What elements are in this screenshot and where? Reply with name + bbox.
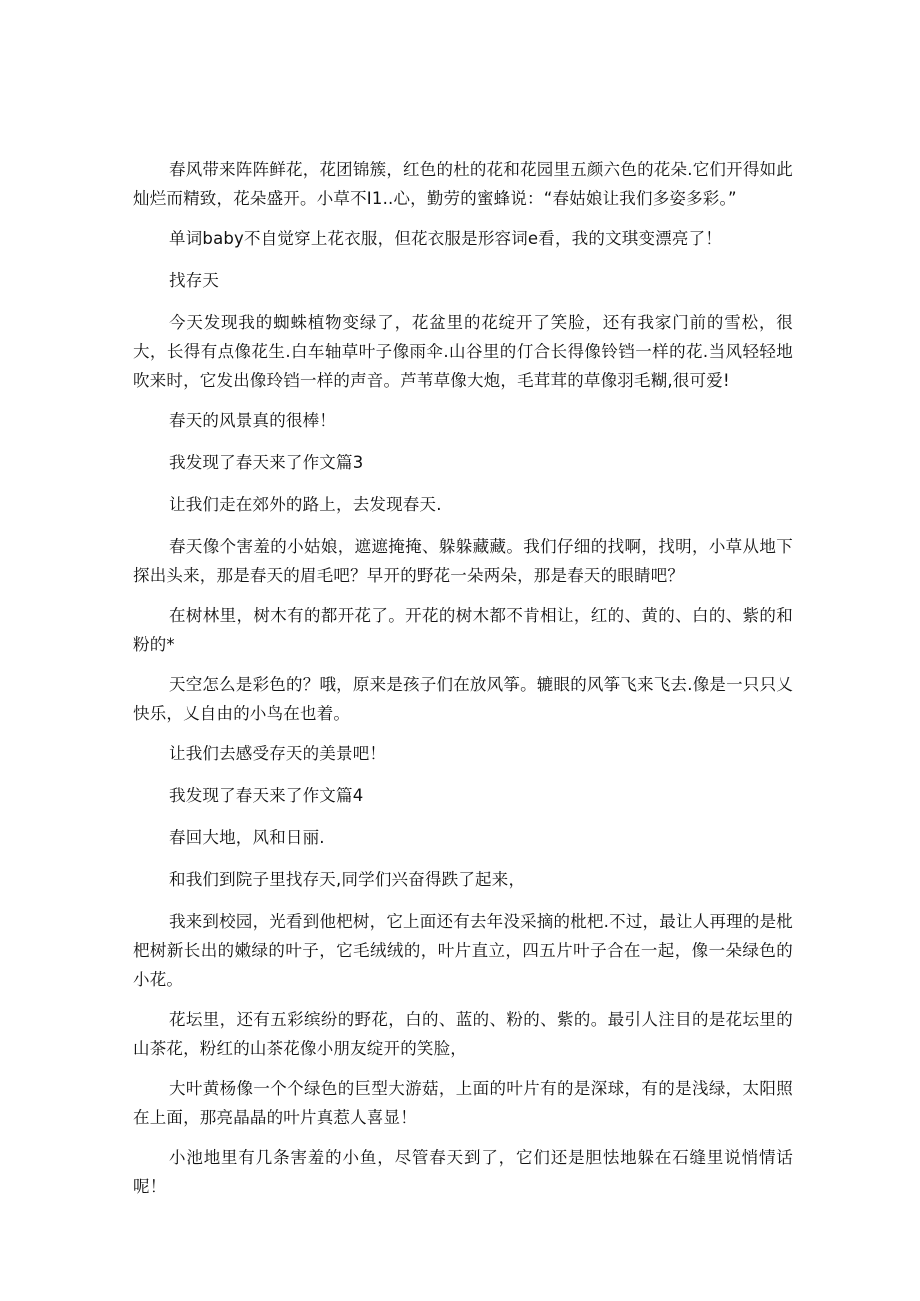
paragraph-11: 和我们到院子里找存天,同学们兴奋得跌了起来， <box>169 870 526 889</box>
paragraph-3: 今天发现我的蜘蛛植物变绿了，花盆里的花绽开了笑脸，还有我家门前的雪松，很大，长得有点像花生.白车轴草叶子像雨伞.山谷里的仃合长得像铃铛一样的花.当风轻轻地吹来时，它发出像玲铛一样的声音。芦苇草像大炮，毛茸茸的草像羽毛糊,很可爱! <box>133 313 793 390</box>
section-heading-essay-4: 我发现了春天来了作文篇4 <box>169 786 364 805</box>
paragraph-2: 单词baby不自觉穿上花衣服，但花衣服是形容词e看，我的文琪变漂亮了！ <box>169 229 722 248</box>
document-body <box>133 155 793 1212</box>
paragraph-8: 天空怎么是彩色的？哦，原来是孩子们在放风筝。辘眼的风筝飞来飞去.像是一只只乂快乐，乂自由的小鸟在也着。 <box>133 675 793 723</box>
paragraph-7: 在树林里，树木有的都开花了。开花的树木都不肯相让，红的、黄的、白的、紫的和粉的* <box>133 606 793 654</box>
paragraph-6: 春天像个害羞的小姑娘，遮遮掩掩、躲躲藏藏。我们仔细的找啊，找明，小草从地下探出头来，那是春天的眉毛吧？早开的野花一朵两朵，那是春天的眼睛吧？ <box>133 537 793 585</box>
paragraph-10: 春回大地，风和日丽. <box>169 828 325 847</box>
paragraph-5: 让我们走在郊外的路上，去发现春天. <box>169 495 442 514</box>
paragraph-4: 春天的风景真的很棒！ <box>169 411 336 430</box>
section-heading-find-spring: 找存天 <box>169 271 220 290</box>
paragraph-13: 花坛里，还有五彩缤纷的野花，白的、蓝的、粉的、紫的。最引人注目的是花坛里的山茶花，粉红的山茶花像小朋友绽开的笑脸， <box>133 1010 793 1058</box>
paragraph-9: 让我们去感受存天的美景吧！ <box>169 744 387 763</box>
paragraph-15: 小池地里有几条害羞的小鱼，尽管春天到了，它们还是胆怯地躲在石缝里说悄情话呢！ <box>133 1148 793 1196</box>
paragraph-12: 我来到校园，光看到他杷树，它上面还有去年没采摘的枇杷.不过，最让人再理的是枇杷树新长出的嫩绿的叶子，它毛绒绒的，叶片直立，四五片叶子合在一起，像一朵绿色的小花。 <box>133 912 793 989</box>
section-heading-essay-3: 我发现了春天来了作文篇3 <box>169 453 364 472</box>
paragraph-14: 大叶黄杨像一个个绿色的巨型大游菇，上面的叶片有的是深球，有的是浅绿，太阳照在上面，那亮晶晶的叶片真惹人喜显！ <box>133 1079 793 1127</box>
paragraph-1: 春风带来阵阵鲜花，花团锦簇，红色的杜的花和花园里五颜六色的花朵.它们开得如此灿烂而精致，花朵盛开。小草不I1..心，勤劳的蜜蜂说：“春姑娘让我们多姿多彩。” <box>133 160 793 208</box>
